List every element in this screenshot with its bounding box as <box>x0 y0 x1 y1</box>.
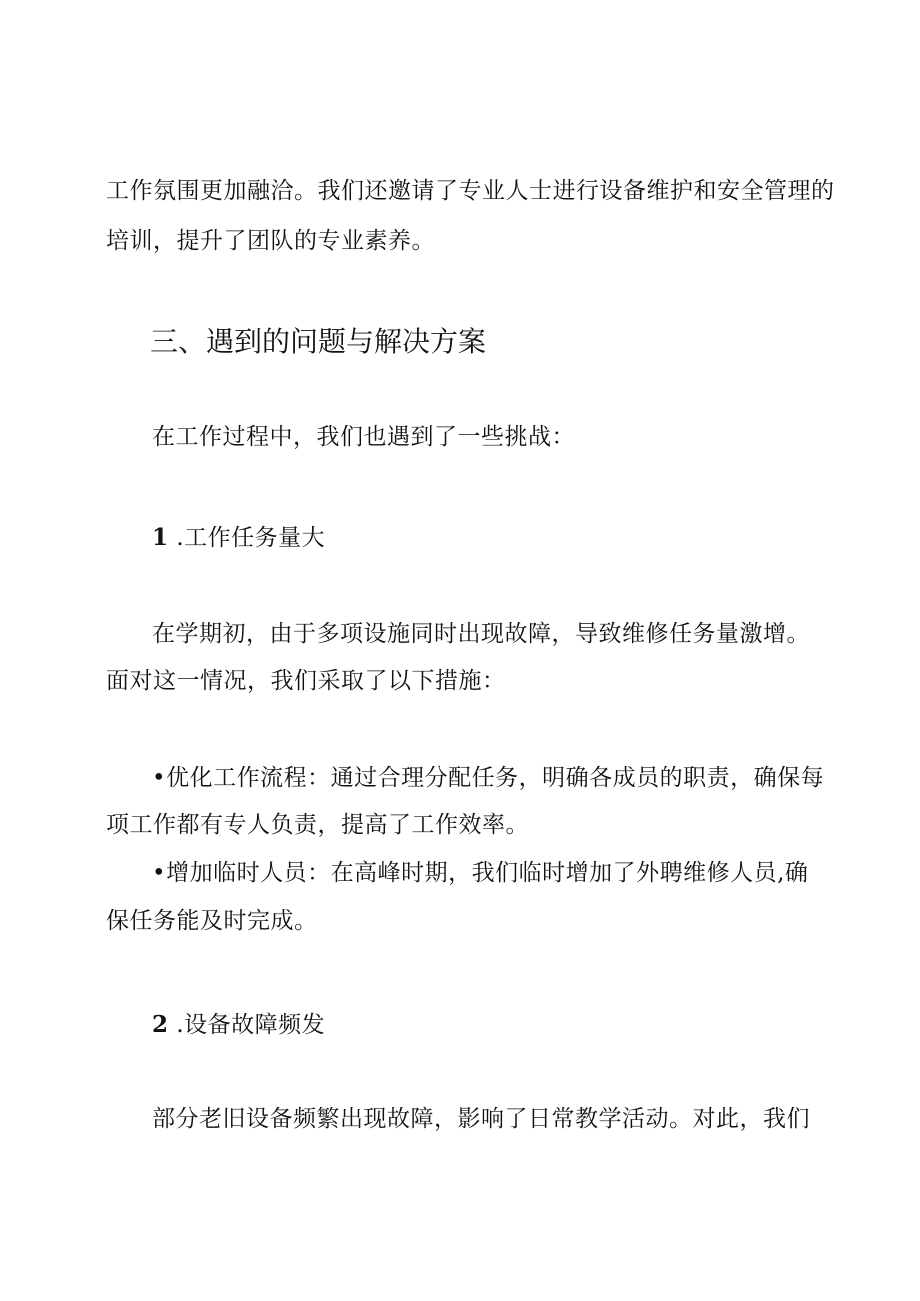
bullet-1-line-1: •优化工作流程：通过合理分配任务，明确各成员的职责，确保每 <box>152 765 825 791</box>
section-intro: 在工作过程中，我们也遇到了一些挑战： <box>152 424 575 450</box>
item-1-paragraph-line-2: 面对这一情况，我们采取了以下措施： <box>106 668 506 694</box>
item-1-number: 1 <box>152 524 169 551</box>
item-2-paragraph-line-1: 部分老旧设备频繁出现故障，影响了日常教学活动。对此，我们 <box>152 1106 810 1132</box>
item-2-title-text: .设备故障频发 <box>176 1012 326 1038</box>
continuation-line-2: 培训，提升了团队的专业素养。 <box>106 228 435 254</box>
item-2-title <box>152 1010 325 1040</box>
bullet-2-line-2: 保任务能及时完成。 <box>106 908 318 934</box>
section-heading: 三、遇到的问题与解决方案 <box>150 325 487 358</box>
continuation-line-1: 工作氛围更加融洽。我们还邀请了专业人士进行设备维护和安全管理的 <box>106 178 835 204</box>
bullet-1-line-2: 项工作都有专人负责，提高了工作效率。 <box>106 812 529 838</box>
item-1-paragraph-line-1: 在学期初，由于多项设施同时出现故障，导致维修任务量激增。 <box>152 621 810 647</box>
item-2-number: 2 <box>152 1011 169 1038</box>
item-1-title <box>152 523 325 553</box>
bullet-2-line-1: •增加临时人员：在高峰时期，我们临时增加了外聘维修人员,确 <box>152 860 809 886</box>
item-1-title-text: .工作任务量大 <box>176 525 326 551</box>
